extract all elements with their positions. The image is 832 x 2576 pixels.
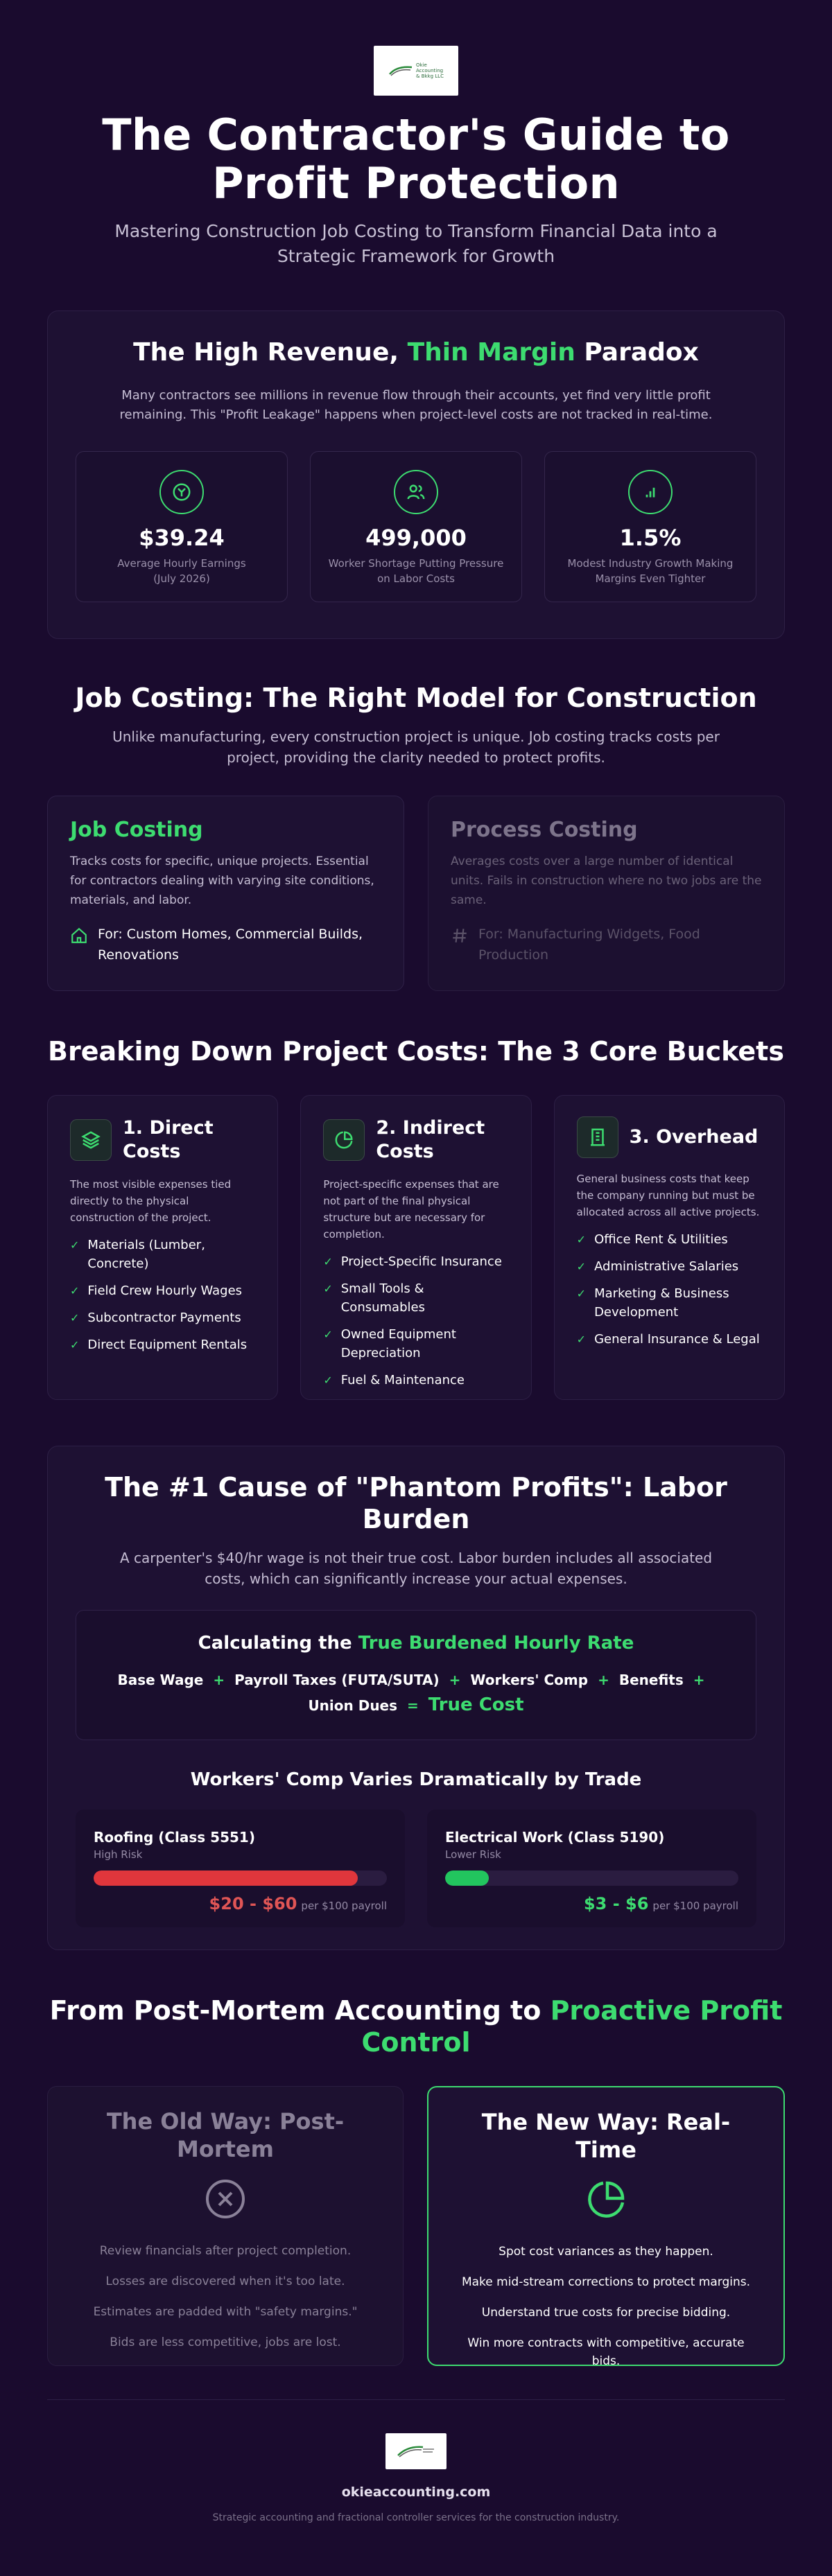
check-icon: ✓ — [323, 1328, 333, 1341]
paradox-description: Many contractors see millions in revenue flow through their accounts, yet find very little profit remaining. This "Profit Leakage" happens when project-level costs are not tracked in real-time. — [119, 388, 713, 422]
job-costing-card — [47, 796, 404, 991]
risk-bar — [94, 1870, 387, 1886]
footer-divider — [47, 2399, 785, 2400]
formula-term: Workers' Comp — [470, 1672, 589, 1688]
formula-box — [76, 1610, 756, 1740]
list-item: ✓ General Insurance & Legal — [577, 1330, 762, 1349]
risk-bar-fill — [445, 1870, 489, 1886]
trade-card-electrical — [427, 1810, 756, 1927]
job-costing-card-text: Tracks costs for specific, unique projects. Essential for contractors dealing with varying site conditions, materials, and labor. — [70, 855, 374, 907]
list-item: ✓ Project-Specific Insurance — [323, 1252, 508, 1271]
money-icon — [159, 470, 204, 514]
job-costing-card-title: Job Costing — [70, 818, 203, 842]
list-item: ✓ Small Tools & Consumables — [323, 1279, 508, 1317]
check-icon: ✓ — [576, 1287, 587, 1300]
overhead-card — [554, 1095, 785, 1400]
trade-name: Roofing (Class 5551) — [94, 1829, 255, 1846]
bucket-name: 1. Direct Costs — [123, 1117, 214, 1162]
labor-description: A carpenter's $40/hr wage is not their true cost. Labor burden includes all associated costs, which can significantly increase your actual expenses. — [119, 1550, 713, 1587]
stat-label: Worker Shortage Putting Pressure on Labor Costs — [328, 557, 504, 585]
list-item: ✓ Office Rent & Utilities — [577, 1230, 762, 1249]
labor-burden-section — [47, 1446, 785, 1950]
layers-icon — [70, 1119, 112, 1161]
list-item: ✓ Direct Equipment Rentals — [70, 1335, 255, 1354]
logo-text: Okie Accounting & Bkkg LLC — [416, 62, 444, 79]
list-item: Make mid-stream corrections to protect margins. — [461, 2275, 751, 2289]
job-costing-description: Unlike manufacturing, every construction project is unique. Job costing tracks costs per project, providing the clarity needed to protect profits. — [112, 728, 720, 766]
logo-mark-icon — [388, 64, 413, 77]
trade-unit: per $100 payroll — [301, 1900, 387, 1912]
stat-value: 499,000 — [365, 525, 467, 551]
users-icon — [394, 470, 438, 514]
formula-line: Base Wage + Payroll Taxes (FUTA/SUTA) + Workers' Comp + Benefits + Union Dues = True Cost — [117, 1672, 705, 1715]
trade-name: Electrical Work (Class 5190) — [445, 1829, 665, 1846]
trade-unit: per $100 payroll — [652, 1900, 738, 1912]
trade-range: $20 - $60 — [209, 1894, 297, 1913]
check-icon: ✓ — [70, 1238, 80, 1252]
stat-label: Modest Industry Growth Making Margins Even Tighter — [567, 557, 734, 585]
paradox-section — [47, 310, 785, 639]
check-icon: ✓ — [576, 1233, 587, 1246]
check-icon: ✓ — [323, 1282, 333, 1295]
hash-icon — [451, 927, 469, 945]
job-costing-title: Job Costing: The Right Model for Construction — [75, 683, 757, 713]
pie-chart-icon — [323, 1119, 365, 1161]
list-item: Win more contracts with competitive, accurate bids. — [467, 2336, 745, 2368]
list-item: Understand true costs for precise bidding. — [481, 2306, 731, 2320]
buckets-title: Breaking Down Project Costs: The 3 Core Buckets — [48, 1036, 784, 1067]
list-item: ✓ Materials (Lumber, Concrete) — [70, 1236, 255, 1273]
paradox-title: The High Revenue, Thin Margin Paradox — [133, 338, 699, 367]
process-costing-card-title: Process Costing — [451, 818, 638, 842]
bucket-description: The most visible expenses tied directly to the physical construction of the project. — [70, 1178, 232, 1224]
page-title: The Contractor's Guide to Profit Protection — [102, 109, 730, 209]
process-costing-card — [428, 796, 785, 991]
stat-card — [544, 451, 756, 602]
pie-chart-icon — [584, 2178, 628, 2222]
old-way-card — [47, 2086, 404, 2366]
workers-comp-title: Workers' Comp Varies Dramatically by Trade — [190, 1769, 642, 1790]
list-item: Review financials after project completion. — [99, 2244, 352, 2258]
formula-title: Calculating the True Burdened Hourly Rate — [198, 1633, 634, 1654]
bucket-description: Project-specific expenses that are not part of the final physical structure but are necessary for completion. — [323, 1178, 499, 1241]
list-item: Bids are less competitive, jobs are lost. — [110, 2336, 341, 2349]
list-item: ✓ Owned Equipment Depreciation — [323, 1325, 508, 1363]
footer-logo — [385, 2433, 447, 2469]
page-subtitle: Mastering Construction Job Costing to Transform Financial Data into a Strategic Framework for Growth — [114, 221, 718, 266]
trade-risk: High Risk — [94, 1848, 143, 1861]
stat-card — [76, 451, 288, 602]
risk-bar-fill — [94, 1870, 358, 1886]
footer-site[interactable]: okieaccounting.com — [341, 2485, 491, 2500]
check-icon: ✓ — [576, 1260, 587, 1273]
check-icon: ✓ — [70, 1338, 80, 1351]
labor-title: The #1 Cause of "Phantom Profits": Labor Burden — [105, 1472, 727, 1534]
trade-risk: Lower Risk — [445, 1848, 501, 1861]
building-icon — [577, 1116, 618, 1158]
indirect-costs-card — [300, 1095, 531, 1400]
stat-value: 1.5% — [619, 525, 682, 551]
check-icon: ✓ — [70, 1311, 80, 1324]
formula-term: Base Wage — [117, 1672, 204, 1688]
stat-card — [310, 451, 522, 602]
list-item: ✓ Fuel & Maintenance — [323, 1371, 508, 1390]
stat-label: Average Hourly Earnings (July 2026) — [117, 557, 246, 585]
bar-chart-icon — [628, 470, 673, 514]
list-item: ✓ Marketing & Business Development — [577, 1284, 762, 1322]
process-costing-card-text: Averages costs over a large number of identical units. Fails in construction where no two jobs are the same. — [451, 855, 762, 907]
check-icon: ✓ — [323, 1374, 333, 1387]
x-circle-icon — [203, 2177, 248, 2221]
company-logo — [374, 46, 458, 96]
formula-term: Payroll Taxes (FUTA/SUTA) — [234, 1672, 440, 1688]
risk-bar — [445, 1870, 738, 1886]
list-item: Losses are discovered when it's too late. — [105, 2275, 345, 2288]
post-mortem-title: From Post-Mortem Accounting to Proactive Profit Control — [49, 1995, 783, 2058]
old-way-title: The Old Way: Post-Mortem — [106, 2108, 345, 2162]
footer-tagline: Strategic accounting and fractional controller services for the construction industry. — [212, 2512, 620, 2523]
new-way-title: The New Way: Real-Time — [481, 2109, 731, 2163]
list-item: ✓ Field Crew Hourly Wages — [70, 1281, 255, 1300]
formula-term: Benefits — [618, 1672, 684, 1688]
trade-card-roofing — [76, 1810, 405, 1927]
new-way-card — [427, 2086, 785, 2366]
stat-value: $39.24 — [139, 525, 225, 551]
check-icon: ✓ — [70, 1284, 80, 1297]
direct-costs-card — [47, 1095, 278, 1400]
check-icon: ✓ — [576, 1333, 587, 1346]
bucket-name: 2. Indirect Costs — [376, 1117, 485, 1162]
check-icon: ✓ — [323, 1255, 333, 1268]
list-item: ✓ Subcontractor Payments — [70, 1308, 255, 1327]
formula-result: True Cost — [428, 1694, 524, 1715]
home-icon — [70, 927, 88, 945]
list-item: ✓ Administrative Salaries — [577, 1257, 762, 1276]
list-item: Estimates are padded with "safety margins." — [93, 2305, 358, 2319]
job-costing-uses: For: Custom Homes, Commercial Builds, Renovations — [98, 927, 363, 963]
formula-term: Union Dues — [308, 1697, 398, 1714]
trade-range: $3 - $6 — [583, 1894, 649, 1913]
process-costing-uses: For: Manufacturing Widgets, Food Production — [478, 927, 700, 963]
bucket-description: General business costs that keep the company running but must be allocated across all active projects. — [576, 1173, 760, 1218]
bucket-name: 3. Overhead — [629, 1126, 759, 1148]
list-item: Spot cost variances as they happen. — [499, 2245, 713, 2259]
